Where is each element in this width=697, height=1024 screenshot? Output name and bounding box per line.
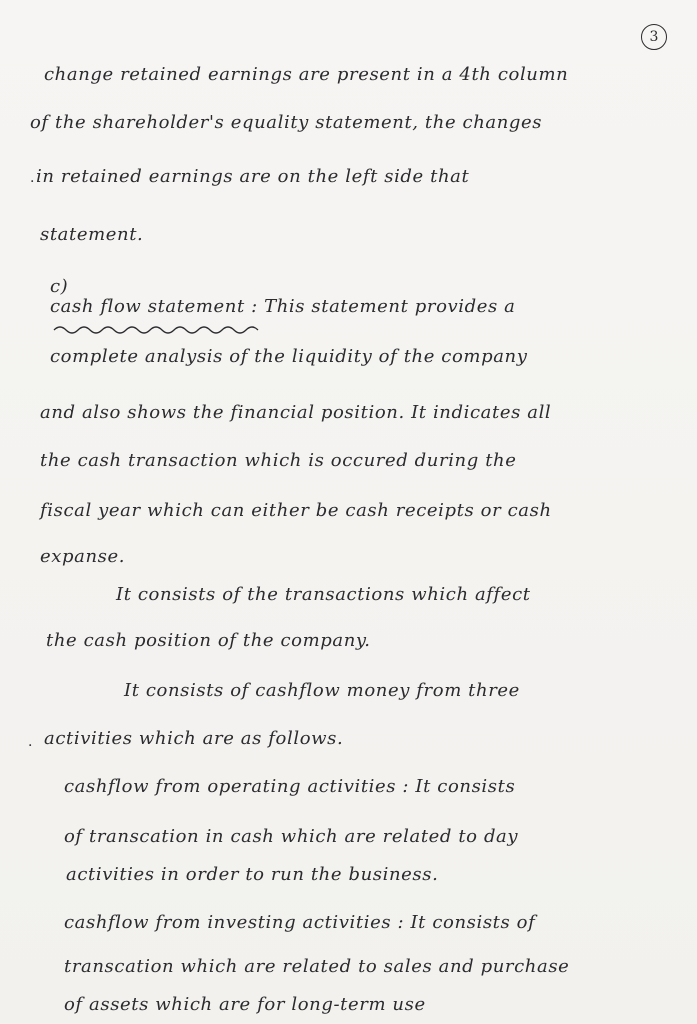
text-line: fiscal year which can either be cash receipts or cash bbox=[40, 500, 552, 521]
text-line: in retained earnings are on the left side that bbox=[36, 166, 470, 187]
section-heading: cash flow statement : This statement provides a bbox=[50, 296, 516, 317]
text-line: activities which are as follows. bbox=[44, 728, 344, 749]
margin-dot: · bbox=[28, 738, 33, 754]
squiggle-underline bbox=[52, 322, 262, 336]
text-line: transcation which are related to sales and purchase bbox=[64, 956, 570, 977]
page-number: 3 bbox=[641, 24, 667, 50]
text-line: complete analysis of the liquidity of the company bbox=[50, 346, 528, 367]
text-line: change retained earnings are present in a 4th column bbox=[44, 64, 569, 85]
text-line: the cash transaction which is occured during the bbox=[40, 450, 517, 471]
text-line: expanse. bbox=[40, 546, 126, 567]
text-line: statement. bbox=[40, 224, 144, 245]
margin-dot: · bbox=[30, 174, 35, 190]
text-line: cashflow from investing activities : It consists of bbox=[64, 912, 536, 933]
text-line: the cash position of the company. bbox=[46, 630, 371, 651]
text-line: cashflow from operating activities : It consists bbox=[64, 776, 516, 797]
text-line: It consists of cashflow money from three bbox=[124, 680, 520, 701]
text-line: of assets which are for long-term use bbox=[64, 994, 426, 1015]
text-line: activities in order to run the business. bbox=[66, 864, 439, 885]
section-label: c) bbox=[50, 276, 69, 297]
text-line: and also shows the financial position. It indicates all bbox=[40, 402, 552, 423]
text-line: of transcation in cash which are related to day bbox=[64, 826, 519, 847]
text-line: of the shareholder's equality statement, the changes bbox=[30, 112, 543, 133]
text-line: It consists of the transactions which affect bbox=[116, 584, 531, 605]
